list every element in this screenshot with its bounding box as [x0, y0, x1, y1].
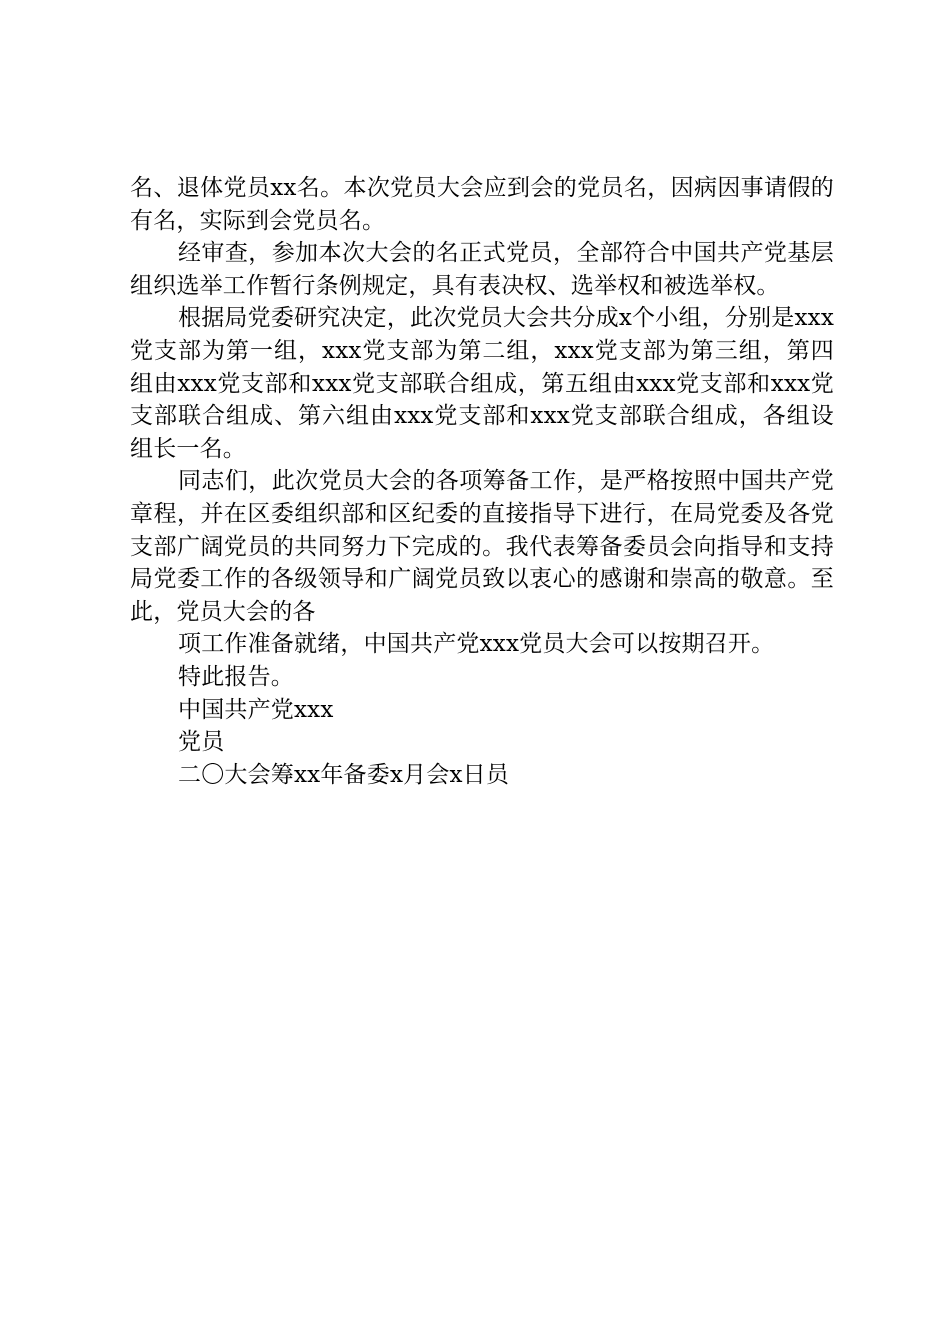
paragraph-review: 经审查，参加本次大会的名正式党员，全部符合中国共产党基层组织选举工作暂行条例规定，具有表决权、选举权和被选举权。 [130, 240, 834, 299]
paragraph-attendance: 名、退体党员xx名。本次党员大会应到会的党员名，因病因事请假的有名，实际到会党员名。 [130, 175, 834, 234]
line-report-closing: 特此报告。 [178, 663, 294, 690]
line-ready: 项工作准备就绪，中国共产党xxx党员大会可以按期召开。 [178, 631, 775, 658]
paragraph-groups: 根据局党委研究决定，此次党员大会共分成x个小组，分别是xxx党支部为第一组，xxx党支部为第二组，xxx党支部为第三组，第四组由xxx党支部和xxx党支部联合组成，第五组由xxx党支部和xxx党支部联合组成、第六组由xxx党支部和xxx党支部联合组成，各组设组长一名。 [130, 305, 834, 462]
document-body [130, 172, 834, 791]
line-date: 二〇大会筹xx年备委x月会x日员 [178, 761, 510, 788]
line-signature-party: 中国共产党xxx [178, 696, 334, 723]
paragraph-preparation: 同志们，此次党员大会的各项筹备工作，是严格按照中国共产党章程，并在区委组织部和区纪委的直接指导下进行，在局党委及各党支部广阔党员的共同努力下完成的。我代表筹备委员会向指导和支持局党委工作的各级领导和广阔党员致以衷心的感谢和崇高的敬意。至此，党员大会的各 [130, 468, 834, 625]
line-signature-member: 党员 [178, 729, 225, 756]
